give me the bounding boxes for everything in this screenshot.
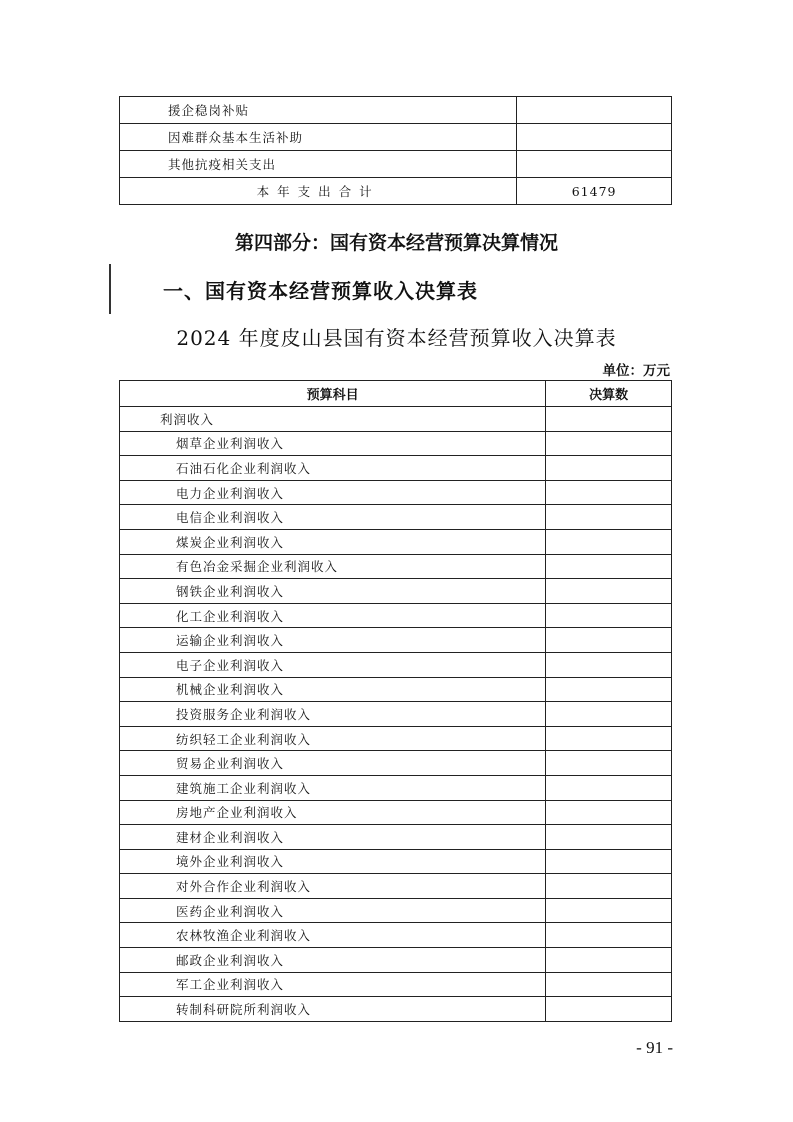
subject-cell: 建筑施工企业利润收入 — [120, 775, 546, 800]
table-row — [120, 997, 672, 1022]
table-row — [120, 775, 672, 800]
table-row — [120, 751, 672, 776]
table-row — [120, 800, 672, 825]
table-row — [120, 825, 672, 850]
subject-cell: 机械企业利润收入 — [120, 677, 546, 702]
table-row — [120, 677, 672, 702]
table-row — [120, 972, 672, 997]
subject-cell: 邮政企业利润收入 — [120, 948, 546, 973]
row-value — [517, 97, 672, 124]
subject-cell: 电子企业利润收入 — [120, 652, 546, 677]
table-row — [120, 874, 672, 899]
table-row — [120, 702, 672, 727]
table-row — [120, 505, 672, 530]
subject-cell: 电信企业利润收入 — [120, 505, 546, 530]
unit-label: 单位：万元 — [602, 363, 670, 379]
subject-cell: 有色冶金采掘企业利润收入 — [120, 554, 546, 579]
table-row — [120, 579, 672, 604]
amount-cell — [546, 923, 672, 948]
amount-cell — [546, 800, 672, 825]
subject-cell: 转制科研院所利润收入 — [120, 997, 546, 1022]
amount-cell — [546, 505, 672, 530]
table-row — [120, 431, 672, 456]
table-row — [120, 151, 672, 178]
table-header-row — [120, 381, 672, 407]
table-row — [120, 603, 672, 628]
table-title: 2024 年度皮山县国有资本经营预算收入决算表 — [176, 326, 617, 350]
table-row — [120, 923, 672, 948]
table-row — [120, 480, 672, 505]
amount-cell — [546, 874, 672, 899]
subject-cell: 化工企业利润收入 — [120, 603, 546, 628]
amount-cell — [546, 554, 672, 579]
table-row — [120, 948, 672, 973]
amount-cell — [546, 677, 672, 702]
amount-cell — [546, 579, 672, 604]
total-row — [120, 178, 672, 205]
table-row — [120, 849, 672, 874]
subject-cell: 建材企业利润收入 — [120, 825, 546, 850]
amount-cell — [546, 726, 672, 751]
table-row — [120, 898, 672, 923]
amount-cell — [546, 431, 672, 456]
amount-cell — [546, 997, 672, 1022]
table-row — [120, 97, 672, 124]
subject-cell: 贸易企业利润收入 — [120, 751, 546, 776]
row-value — [517, 124, 672, 151]
header-amount: 决算数 — [546, 381, 672, 407]
amount-cell — [546, 603, 672, 628]
expenditure-table — [119, 96, 672, 205]
revenue-table — [119, 380, 672, 1022]
subject-cell: 钢铁企业利润收入 — [120, 579, 546, 604]
row-label: 其他抗疫相关支出 — [120, 151, 517, 178]
subject-cell: 房地产企业利润收入 — [120, 800, 546, 825]
amount-cell — [546, 529, 672, 554]
table-row — [120, 124, 672, 151]
amount-cell — [546, 825, 672, 850]
amount-cell — [546, 751, 672, 776]
table-row — [120, 554, 672, 579]
amount-cell — [546, 407, 672, 432]
table-row — [120, 628, 672, 653]
subject-cell: 军工企业利润收入 — [120, 972, 546, 997]
total-value: 61479 — [517, 178, 672, 205]
amount-cell — [546, 702, 672, 727]
amount-cell — [546, 652, 672, 677]
total-label: 本年支出合计 — [120, 178, 517, 205]
subject-cell: 利润收入 — [120, 407, 546, 432]
subject-cell: 对外合作企业利润收入 — [120, 874, 546, 899]
amount-cell — [546, 972, 672, 997]
amount-cell — [546, 898, 672, 923]
subject-cell: 医药企业利润收入 — [120, 898, 546, 923]
subject-cell: 烟草企业利润收入 — [120, 431, 546, 456]
header-subject: 预算科目 — [120, 381, 546, 407]
subject-cell: 电力企业利润收入 — [120, 480, 546, 505]
table-row — [120, 726, 672, 751]
row-label: 援企稳岗补贴 — [120, 97, 517, 124]
part-title: 第四部分：国有资本经营预算决算情况 — [234, 232, 558, 254]
amount-cell — [546, 628, 672, 653]
amount-cell — [546, 775, 672, 800]
subject-cell: 纺织轻工企业利润收入 — [120, 726, 546, 751]
table-row — [120, 456, 672, 481]
row-value — [517, 151, 672, 178]
subject-cell: 投资服务企业利润收入 — [120, 702, 546, 727]
amount-cell — [546, 480, 672, 505]
subject-cell: 农林牧渔企业利润收入 — [120, 923, 546, 948]
margin-line — [109, 264, 111, 314]
subject-cell: 煤炭企业利润收入 — [120, 529, 546, 554]
amount-cell — [546, 948, 672, 973]
table-row — [120, 529, 672, 554]
subject-cell: 运输企业利润收入 — [120, 628, 546, 653]
page-number: - 91 - — [636, 1038, 673, 1057]
amount-cell — [546, 849, 672, 874]
table-row — [120, 652, 672, 677]
table-row — [120, 407, 672, 432]
row-label: 因难群众基本生活补助 — [120, 124, 517, 151]
subject-cell: 境外企业利润收入 — [120, 849, 546, 874]
amount-cell — [546, 456, 672, 481]
subject-cell: 石油石化企业利润收入 — [120, 456, 546, 481]
section-title: 一、国有资本经营预算收入决算表 — [163, 279, 478, 303]
